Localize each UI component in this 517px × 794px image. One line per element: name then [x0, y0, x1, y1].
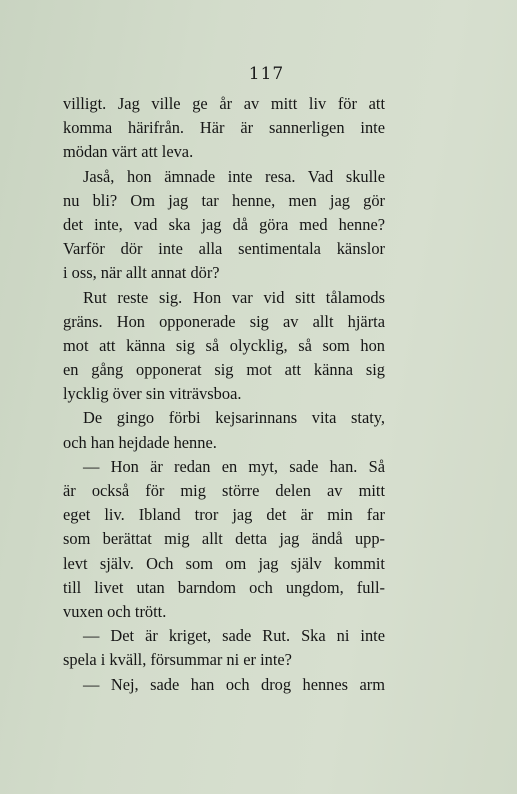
text-line: gräns. Hon opponerade sig av allt hjärta: [63, 311, 385, 331]
text-line: i oss, när allt annat dör?: [63, 263, 220, 283]
page-number: 117: [248, 64, 285, 84]
text-line: det inte, vad ska jag då göra med henne?: [63, 214, 385, 234]
text-line: levt själv. Och som om jag själv kommit: [63, 553, 385, 573]
text-line: Jaså, hon ämnade inte resa. Vad skulle: [83, 166, 385, 186]
text-line: vuxen och trött.: [63, 601, 167, 621]
text-line: komma härifrån. Här är sannerligen inte: [63, 118, 385, 138]
text-line: — Det är kriget, sade Rut. Ska ni inte: [83, 626, 385, 646]
text-line: spela i kväll, försummar ni er inte?: [63, 650, 292, 670]
text-line: som berättat mig allt detta jag ändå upp-: [63, 529, 385, 549]
text-line: De gingo förbi kejsarinnans vita staty,: [83, 408, 385, 428]
text-line: — Hon är redan en myt, sade han. Så: [83, 456, 385, 476]
text-line: lycklig över sin viträvsboa.: [63, 384, 242, 404]
body-text: [63, 92, 385, 697]
text-line: och han hejdade henne.: [63, 432, 217, 452]
text-line: en gång opponerat sig mot att känna sig: [63, 360, 385, 380]
text-line: till livet utan barndom och ungdom, full-: [63, 577, 385, 597]
text-line: — Nej, sade han och drog hennes arm: [83, 674, 385, 694]
text-line: Rut reste sig. Hon var vid sitt tålamods: [83, 287, 385, 307]
text-line: mödan värt att leva.: [63, 142, 194, 162]
text-line: är också för mig större delen av mitt: [63, 481, 385, 500]
text-line: eget liv. Ibland tror jag det är min far: [63, 505, 385, 525]
text-line: nu bli? Om jag tar henne, men jag gör: [63, 190, 385, 210]
text-line: Varför dör inte alla sentimentala känslor: [63, 239, 385, 259]
text-line: mot att känna sig så olycklig, så som hon: [63, 335, 385, 355]
text-line: villigt. Jag ville ge år av mitt liv för att: [63, 94, 385, 113]
